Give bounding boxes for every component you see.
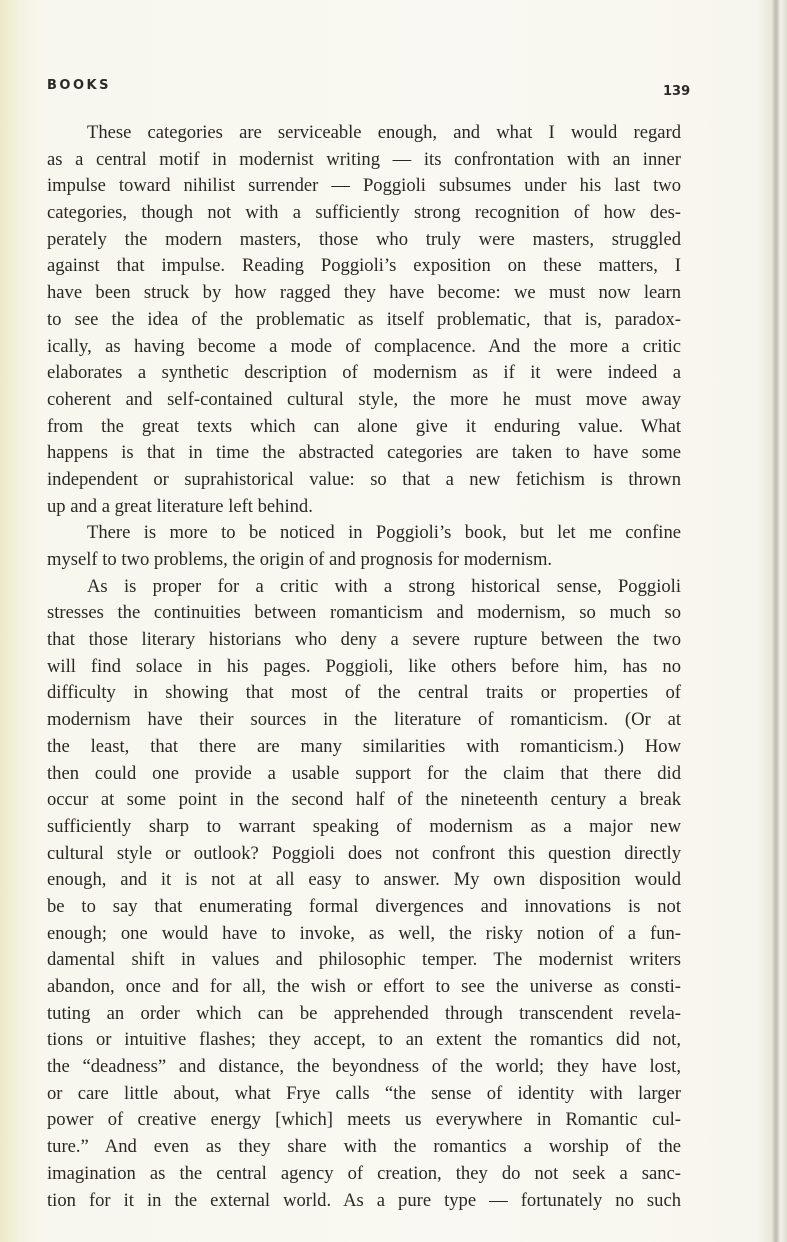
text-line: that those literary historians who deny a severe rupture between the two xyxy=(47,629,681,651)
text-line: independent or suprahistorical value: so that a new fetichism is thrown xyxy=(47,468,681,490)
text-line: abandon, once and for all, the wish or effort to see the universe as consti- xyxy=(47,976,681,997)
running-head: BOOKS xyxy=(47,78,111,93)
text-line: occur at some point in the second half of the nineteenth century a break xyxy=(47,789,681,811)
text-line: the “deadness” and distance, the beyondness of the world; they have lost, xyxy=(47,1056,681,1078)
text-line: enough; one would have to invoke, as well, the risky notion of a fun- xyxy=(47,922,681,944)
text-line: to see the idea of the problematic as itself problematic, that is, paradox- xyxy=(47,308,681,330)
text-line: the least, that there are many similarities with romanticism.) How xyxy=(47,735,681,757)
text-line: damental shift in values and philosophic temper. The modernist writers xyxy=(47,949,681,971)
text-line: categories, though not with a sufficiently strong recognition of how des- xyxy=(47,202,681,224)
text-line: be to say that enumerating formal divergences and innovations is not xyxy=(47,895,681,917)
text-line: ically, as having become a mode of complacence. And the more a critic xyxy=(47,335,681,357)
text-line: myself to two problems, the origin of and prognosis for modernism. xyxy=(47,549,553,570)
text-line: modernism have their sources in the literature of romanticism. (Or at xyxy=(47,709,681,731)
text-line: imagination as the central agency of creation, they do not seek a sanc- xyxy=(47,1162,681,1184)
text-line: from the great texts which can alone give it enduring value. What xyxy=(47,415,681,437)
paragraph xyxy=(47,120,681,520)
text-line: then could one provide a usable support for the claim that there did xyxy=(47,762,681,784)
text-line: or care little about, what Frye calls “the sense of identity with larger xyxy=(47,1082,681,1104)
text-line: coherent and self-contained cultural style, the more he must move away xyxy=(47,388,681,410)
text-line: There is more to be noticed in Poggioli’s book, but let me confine xyxy=(87,522,681,544)
text-line: ture.” And even as they share with the romantics a worship of the xyxy=(47,1136,681,1158)
text-line: elaborates a synthetic description of modernism as if it were indeed a xyxy=(47,362,681,384)
text-line: have been struck by how ragged they have become: we must now learn xyxy=(47,282,681,304)
text-line: power of creative energy [which] meets us everywhere in Romantic cul- xyxy=(47,1109,681,1131)
text-line: tuting an order which can be apprehended through transcendent revela- xyxy=(47,1002,681,1024)
text-line: impulse toward nihilist surrender — Poggioli subsumes under his last two xyxy=(47,175,681,197)
paragraph xyxy=(47,520,681,573)
text-line: as a central motif in modernist writing — its confrontation with an inner xyxy=(47,148,681,170)
text-line: These categories are serviceable enough, and what I would regard xyxy=(87,122,681,143)
text-line: up and a great literature left behind. xyxy=(47,495,313,517)
text-line: difficulty in showing that most of the central traits or properties of xyxy=(47,682,681,704)
text-line: As is proper for a critic with a strong historical sense, Poggioli xyxy=(87,575,681,597)
text-line: sufficiently sharp to warrant speaking of modernism as a major new xyxy=(47,815,681,837)
paragraph xyxy=(47,574,681,1215)
text-line: stresses the continuities between romanticism and modernism, so much so xyxy=(47,602,681,624)
page-body xyxy=(47,120,681,1214)
text-line: will find solace in his pages. Poggioli, like others before him, has no xyxy=(47,655,681,677)
text-line: perately the modern masters, those who truly were masters, struggled xyxy=(47,228,681,250)
text-line: tions or intuitive flashes; they accept, to an extent the romantics did not, xyxy=(47,1029,681,1051)
text-line: cultural style or outlook? Poggioli does not confront this question directly xyxy=(47,842,681,864)
text-line: happens is that in time the abstracted categories are taken to have some xyxy=(47,442,681,464)
text-line: enough, and it is not at all easy to answer. My own disposition would xyxy=(47,869,681,891)
page-number: 139 xyxy=(663,84,691,99)
text-line: tion for it in the external world. As a pure type — fortunately no such xyxy=(47,1189,681,1211)
text-line: against that impulse. Reading Poggioli’s exposition on these matters, I xyxy=(47,255,681,277)
